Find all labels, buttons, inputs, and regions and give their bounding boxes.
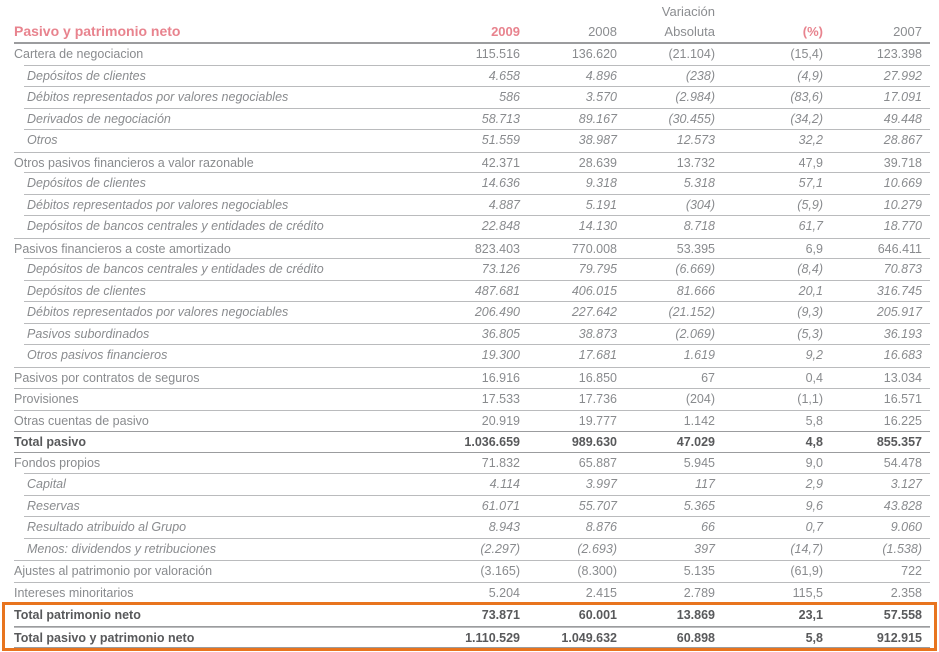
value-cell-2009: 5.204	[488, 585, 520, 600]
row-label: Depósitos de clientes	[27, 283, 146, 298]
table-row	[14, 431, 930, 453]
value-cell-absoluta: (30.455)	[668, 111, 715, 126]
col-header-absoluta: Absoluta	[664, 24, 715, 39]
table-row	[14, 345, 930, 367]
value-cell-pct: 9,0	[805, 455, 823, 470]
value-cell-absoluta: 2.789	[683, 585, 715, 600]
table-row	[14, 238, 930, 260]
value-cell-pct: 57,1	[798, 176, 823, 190]
row-label: Intereses minoritarios	[14, 585, 134, 600]
value-cell-2008: 60.001	[578, 608, 617, 622]
value-cell-2009: 42.371	[481, 155, 520, 170]
value-cell-pct: 32,2	[798, 133, 823, 147]
row-label: Total patrimonio neto	[14, 608, 141, 622]
value-cell-2009: 4.114	[489, 477, 520, 491]
row-label: Reservas	[27, 498, 80, 513]
table-row	[14, 281, 930, 303]
table-row	[14, 302, 930, 324]
col-header-2008: 2008	[588, 24, 617, 39]
value-cell-2008: 1.049.632	[561, 630, 617, 645]
value-cell-2009: 61.071	[481, 498, 520, 513]
table-row	[14, 560, 930, 582]
row-label: Otros pasivos financieros a valor razonable	[14, 155, 254, 170]
value-cell-2009: 36.805	[481, 326, 520, 341]
value-cell-2008: 14.130	[578, 219, 617, 233]
row-label: Débitos representados por valores negociables	[27, 90, 289, 104]
value-cell-pct: (5,9)	[797, 197, 823, 212]
value-cell-2008: 9.318	[585, 176, 617, 190]
value-cell-absoluta: 117	[695, 477, 715, 491]
table-row	[14, 517, 930, 539]
value-cell-2007: 18.770	[883, 219, 922, 233]
value-cell-pct: 47,9	[798, 155, 823, 170]
value-cell-2009: 487.681	[474, 283, 520, 298]
value-cell-2007: 646.411	[877, 241, 922, 256]
value-cell-pct: 9,2	[805, 348, 823, 362]
value-cell-pct: (4,9)	[797, 68, 823, 83]
value-cell-2007: 17.091	[883, 90, 922, 104]
table-row	[14, 259, 930, 281]
row-label: Ajustes al patrimonio por valoración	[14, 564, 213, 578]
value-cell-2008: 8.876	[585, 520, 617, 534]
table-row	[14, 216, 930, 238]
row-label: Pasivos por contratos de seguros	[14, 370, 200, 385]
row-label: Provisiones	[14, 392, 79, 406]
value-cell-2009: 22.848	[481, 219, 520, 233]
value-cell-pct: (14,7)	[790, 541, 823, 556]
value-cell-absoluta: (204)	[685, 392, 715, 406]
value-cell-2007: 16.571	[883, 392, 922, 406]
value-cell-2007: 912.915	[876, 630, 922, 645]
value-cell-2009: 8.943	[488, 520, 520, 534]
col-header-2009: 2009	[491, 24, 520, 39]
value-cell-pct: 23,1	[798, 608, 823, 622]
value-cell-2007: (1.538)	[882, 541, 922, 556]
table-row	[14, 130, 930, 152]
table-row	[14, 410, 930, 432]
value-cell-pct: (15,4)	[790, 47, 823, 61]
row-label: Pasivos subordinados	[27, 326, 150, 341]
table-row	[14, 388, 930, 410]
value-cell-absoluta: 81.666	[676, 283, 715, 298]
value-cell-pct: 115,5	[792, 585, 823, 600]
value-cell-2008: 3.570	[585, 90, 617, 104]
value-cell-absoluta: (238)	[685, 68, 715, 83]
value-cell-2008: 406.015	[571, 283, 617, 298]
value-cell-2007: 316.745	[876, 283, 922, 298]
value-cell-absoluta: 67	[701, 370, 715, 385]
row-label: Débitos representados por valores negociables	[27, 305, 289, 319]
value-cell-2009: 16.916	[481, 370, 520, 385]
table-row	[14, 173, 930, 195]
table-row	[14, 324, 930, 346]
value-cell-2009: 51.559	[481, 133, 520, 147]
col-header-variacion: Variación	[661, 4, 715, 19]
value-cell-2007: 123.398	[876, 47, 922, 61]
value-cell-2008: 2.415	[585, 585, 617, 600]
value-cell-2007: 70.873	[883, 262, 922, 276]
value-cell-2009: 4.887	[488, 197, 520, 212]
value-cell-2007: 54.478	[883, 455, 922, 470]
value-cell-2008: (2.693)	[577, 541, 617, 556]
value-cell-2007: 36.193	[883, 326, 922, 341]
value-cell-absoluta: 13.732	[676, 155, 715, 170]
value-cell-2007: 10.279	[883, 197, 922, 212]
table-row	[14, 44, 930, 66]
row-label: Resultado atribuido al Grupo	[27, 520, 187, 534]
value-cell-2008: 17.736	[578, 392, 617, 406]
row-label: Depósitos de bancos centrales y entidades de crédito	[27, 262, 324, 276]
row-label: Derivados de negociación	[27, 111, 171, 126]
value-cell-absoluta: 1.619	[683, 348, 715, 362]
row-label: Otros pasivos financieros	[27, 348, 168, 362]
value-cell-absoluta: (2.984)	[675, 90, 715, 104]
value-cell-2007: 205.917	[876, 305, 922, 319]
value-cell-absoluta: (21.152)	[668, 305, 715, 319]
value-cell-pct: (83,6)	[790, 90, 823, 104]
value-cell-2009: 58.713	[481, 111, 520, 126]
table-row	[14, 152, 930, 174]
value-cell-absoluta: (6.669)	[675, 262, 715, 276]
table-row	[14, 605, 930, 627]
value-cell-absoluta: 66	[701, 520, 715, 534]
value-cell-2007: 16.683	[883, 348, 922, 362]
page-title: Pasivo y patrimonio neto	[14, 23, 181, 39]
header-variacion-row	[14, 3, 930, 19]
value-cell-absoluta: 397	[694, 541, 715, 556]
value-cell-2009: 20.919	[481, 413, 520, 428]
value-cell-2008: 89.167	[578, 111, 617, 126]
value-cell-pct: (61,9)	[790, 564, 823, 578]
row-label: Depósitos de clientes	[27, 68, 146, 83]
value-cell-pct: (34,2)	[790, 111, 823, 126]
value-cell-2007: 722	[901, 564, 922, 578]
value-cell-absoluta: 5.945	[683, 455, 715, 470]
table-row	[14, 453, 930, 475]
value-cell-2009: 1.110.529	[465, 630, 520, 645]
row-label: Otras cuentas de pasivo	[14, 413, 149, 428]
value-cell-2008: (8.300)	[577, 564, 617, 578]
value-cell-2009: (3.165)	[480, 564, 520, 578]
value-cell-absoluta: 5.365	[683, 498, 715, 513]
row-label: Cartera de negociacion	[14, 47, 144, 61]
value-cell-2008: 227.642	[571, 305, 617, 319]
value-cell-absoluta: 12.573	[676, 133, 715, 147]
col-header-2007: 2007	[893, 24, 922, 39]
value-cell-2008: 16.850	[578, 370, 617, 385]
value-cell-2007: 3.127	[890, 477, 922, 491]
value-cell-absoluta: 8.718	[683, 219, 715, 233]
row-label: Total pasivo	[14, 435, 87, 449]
value-cell-absoluta: 13.869	[676, 608, 715, 622]
value-cell-pct: (8,4)	[797, 262, 823, 276]
value-cell-pct: (5,3)	[797, 326, 823, 341]
table-row	[14, 195, 930, 217]
value-cell-2009: 14.636	[481, 176, 520, 190]
value-cell-2008: 989.630	[571, 435, 617, 449]
value-cell-pct: 0,4	[805, 370, 823, 385]
row-label: Depósitos de bancos centrales y entidades de crédito	[27, 219, 324, 233]
value-cell-2007: 39.718	[883, 155, 922, 170]
value-cell-2007: 10.669	[883, 176, 922, 190]
value-cell-2009: 17.533	[481, 392, 520, 406]
row-label: Capital	[27, 477, 66, 491]
value-cell-2007: 43.828	[883, 498, 922, 513]
value-cell-absoluta: 47.029	[676, 435, 715, 449]
value-cell-2009: 823.403	[474, 241, 520, 256]
row-label: Depósitos de clientes	[27, 176, 146, 190]
highlight-box	[2, 602, 937, 651]
row-label: Menos: dividendos y retribuciones	[27, 541, 216, 556]
table-row	[14, 496, 930, 518]
value-cell-pct: 5,8	[805, 413, 823, 428]
value-cell-absoluta: 1.142	[683, 413, 715, 428]
value-cell-2009: 73.126	[481, 262, 520, 276]
value-cell-2008: 55.707	[578, 498, 617, 513]
value-cell-2007: 9.060	[890, 520, 922, 534]
table-row	[14, 627, 930, 649]
table-row	[14, 539, 930, 561]
table-row	[14, 66, 930, 88]
table-header	[14, 3, 930, 44]
value-cell-pct: (1,1)	[797, 392, 823, 406]
value-cell-absoluta: 60.898	[676, 630, 715, 645]
value-cell-pct: 9,6	[805, 498, 823, 513]
value-cell-pct: 6,9	[805, 241, 823, 256]
value-cell-2009: (2.297)	[480, 541, 520, 556]
value-cell-absoluta: (21.104)	[668, 47, 715, 61]
value-cell-2007: 49.448	[883, 111, 922, 126]
value-cell-2007: 2.358	[890, 585, 922, 600]
value-cell-2009: 71.832	[481, 455, 520, 470]
value-cell-2008: 28.639	[578, 155, 617, 170]
value-cell-2007: 27.992	[883, 68, 922, 83]
value-cell-2008: 136.620	[571, 47, 617, 61]
value-cell-2008: 3.997	[585, 477, 617, 491]
header-columns-row	[14, 19, 930, 42]
value-cell-2009: 206.490	[474, 305, 520, 319]
value-cell-2009: 1.036.659	[464, 435, 520, 449]
value-cell-2008: 4.896	[585, 68, 617, 83]
value-cell-absoluta: 53.395	[676, 241, 715, 256]
value-cell-pct: 61,7	[798, 219, 823, 233]
col-header-pct: (%)	[802, 24, 823, 39]
value-cell-2007: 855.357	[876, 435, 922, 449]
value-cell-2009: 73.871	[481, 608, 520, 622]
value-cell-2007: 13.034	[883, 370, 922, 385]
value-cell-2008: 38.873	[578, 326, 617, 341]
value-cell-2007: 57.558	[883, 608, 922, 622]
value-cell-pct: 0,7	[805, 520, 823, 534]
value-cell-2009: 586	[499, 90, 520, 104]
row-label: Débitos representados por valores negociables	[27, 197, 289, 212]
value-cell-pct: 4,8	[805, 435, 823, 449]
value-cell-2008: 17.681	[578, 348, 617, 362]
table-row	[14, 109, 930, 131]
value-cell-pct: 2,9	[805, 477, 823, 491]
value-cell-absoluta: (2.069)	[675, 326, 715, 341]
table-row	[14, 87, 930, 109]
row-label: Pasivos financieros a coste amortizado	[14, 241, 231, 256]
value-cell-absoluta: 5.318	[683, 176, 715, 190]
value-cell-2007: 28.867	[883, 133, 922, 147]
table-row	[14, 367, 930, 389]
value-cell-2009: 19.300	[481, 348, 520, 362]
value-cell-pct: 20,1	[798, 283, 823, 298]
value-cell-absoluta: (304)	[685, 197, 715, 212]
row-label: Total pasivo y patrimonio neto	[14, 630, 195, 645]
value-cell-pct: 5,8	[805, 630, 823, 645]
value-cell-absoluta: 5.135	[683, 564, 715, 578]
value-cell-2008: 770.008	[571, 241, 617, 256]
value-cell-2007: 16.225	[883, 413, 922, 428]
table-body	[14, 44, 930, 651]
value-cell-2008: 5.191	[585, 197, 617, 212]
row-label: Otros	[27, 133, 58, 147]
value-cell-2008: 38.987	[578, 133, 617, 147]
value-cell-pct: (9,3)	[797, 305, 823, 319]
value-cell-2008: 65.887	[578, 455, 617, 470]
table-row	[14, 474, 930, 496]
value-cell-2009: 4.658	[488, 68, 520, 83]
table-row	[14, 582, 930, 604]
value-cell-2009: 115.516	[475, 47, 520, 61]
row-label: Fondos propios	[14, 455, 101, 470]
value-cell-2008: 19.777	[578, 413, 617, 428]
value-cell-2008: 79.795	[578, 262, 617, 276]
